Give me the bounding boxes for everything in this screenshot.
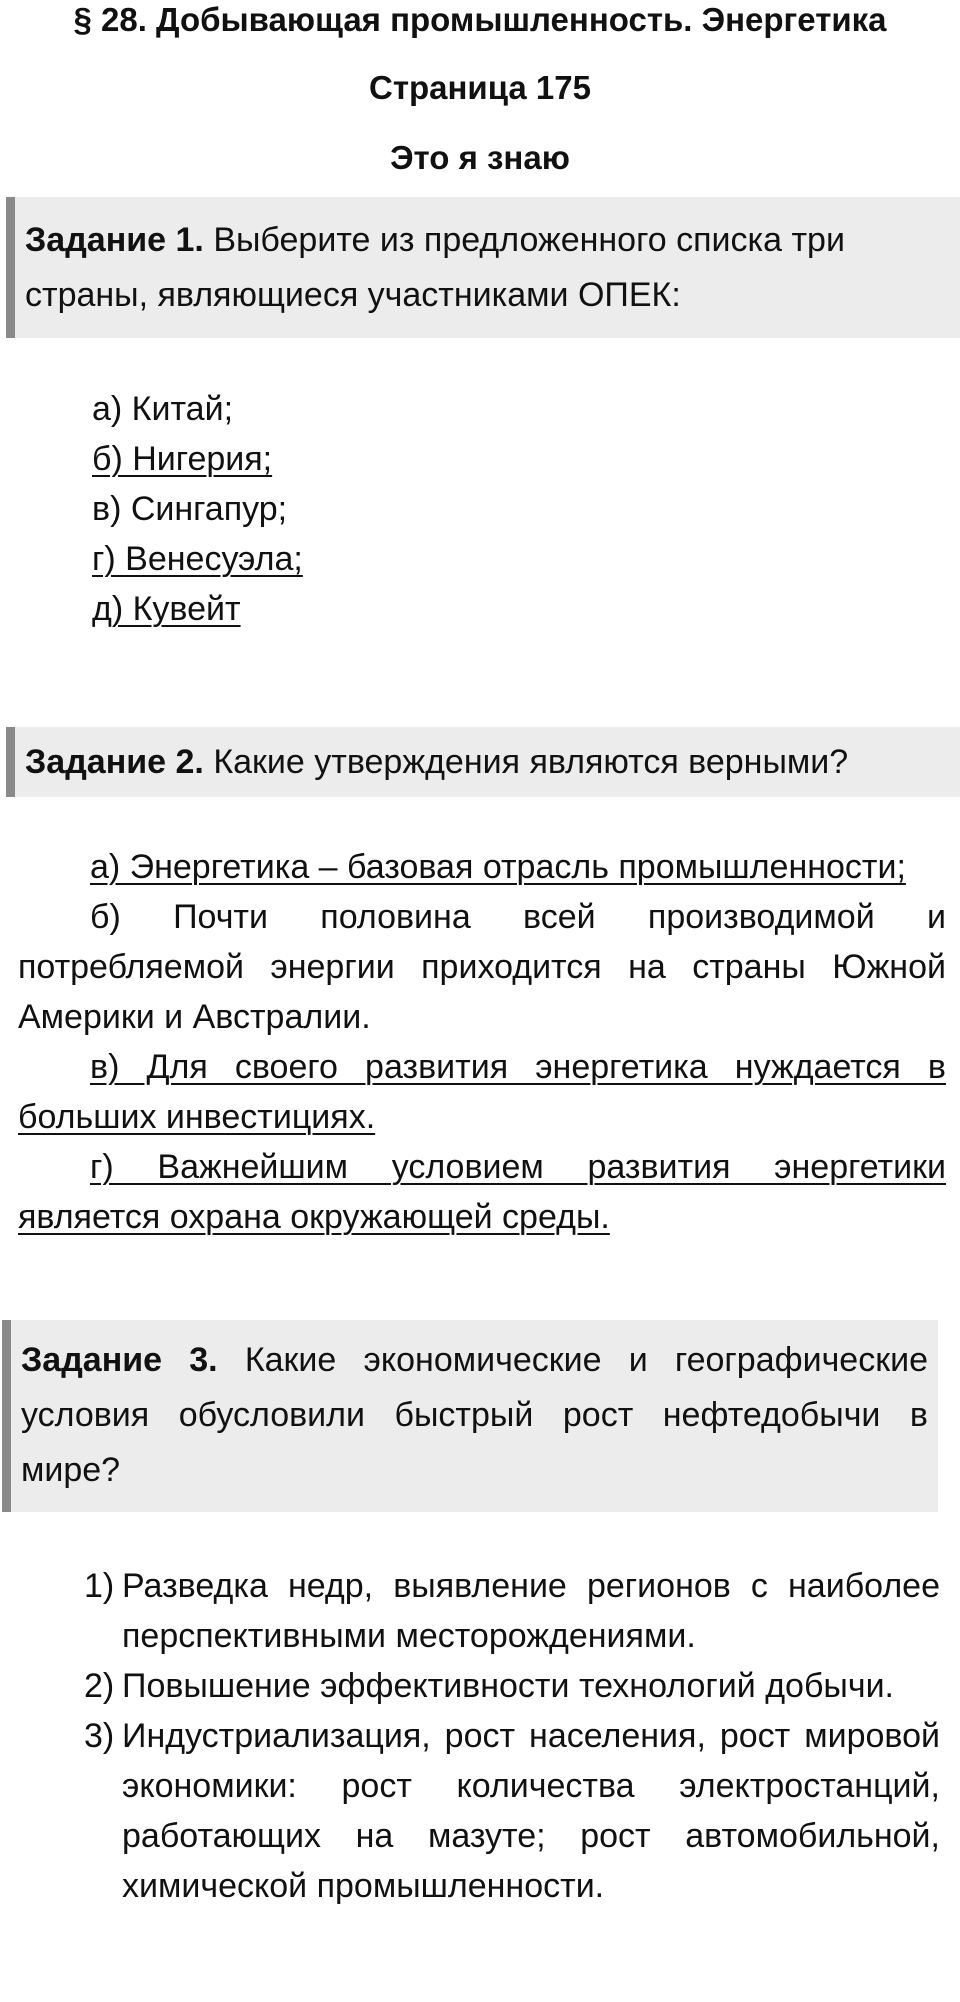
task-1-options: [92, 384, 303, 634]
answer-1: [84, 1561, 940, 1661]
task-2-label: Задание 2.: [25, 743, 204, 781]
answer-2-number: 2): [84, 1667, 115, 1705]
answer-2: [84, 1661, 940, 1711]
statement-a: [18, 842, 946, 892]
task-1-label: Задание 1.: [25, 221, 204, 259]
task-2-box: [6, 727, 960, 797]
option-a: а) Китай;: [92, 390, 234, 428]
option-d: г) Венесуэла;: [92, 540, 303, 578]
task-1-question: Выберите из предложенного списка три страны, являющиеся участниками ОПЕК:: [25, 221, 845, 314]
page-number: Страница 175: [369, 69, 591, 106]
task-3-question: Какие экономические и географические условия обусловили быстрый рост нефтедобычи в мире?: [21, 1341, 928, 1489]
option-b: б) Нигерия;: [92, 440, 273, 478]
task-3-answers: [84, 1561, 940, 1911]
option-c: в) Сингапур;: [92, 490, 288, 528]
answer-3-number: 3): [84, 1717, 115, 1755]
answer-1-number: 1): [84, 1567, 115, 1605]
task-3-box: [2, 1320, 938, 1512]
statement-c: [18, 1042, 946, 1142]
answer-2-text: Повышение эффективности технологий добычи.: [122, 1667, 895, 1705]
statement-d-text: г) Важнейшим условием развития энергетики является охрана окружающей среды.: [18, 1148, 946, 1236]
answer-3-text: Индустриализация, рост населения, рост мировой экономики: рост количества электростанций, работающих на мазуте; рост автомобильной, химической промышленности.: [122, 1717, 940, 1905]
option-e: д) Кувейт: [92, 590, 241, 628]
statement-c-text: в) Для своего развития энергетика нуждается в больших инвестициях.: [18, 1048, 946, 1136]
answer-3: [84, 1711, 940, 1911]
statement-b-text: б) Почти половина всей производимой и потребляемой энергии приходится на страны Южной Америки и Австралии.: [18, 898, 946, 1036]
answer-1-text: Разведка недр, выявление регионов с наиболее перспективными месторождениями.: [122, 1567, 940, 1655]
section-heading: Это я знаю: [390, 139, 570, 176]
page-title: § 28. Добывающая промышленность. Энергетика: [73, 1, 887, 38]
statement-b: [18, 892, 946, 1042]
task-1-box: [6, 197, 960, 338]
task-2-question: Какие утверждения являются верными?: [213, 743, 849, 781]
statement-d: [18, 1142, 946, 1242]
task-2-statements: [18, 842, 946, 1242]
task-3-label: Задание 3.: [21, 1341, 218, 1379]
statement-a-text: а) Энергетика – базовая отрасль промышленности;: [90, 848, 906, 886]
